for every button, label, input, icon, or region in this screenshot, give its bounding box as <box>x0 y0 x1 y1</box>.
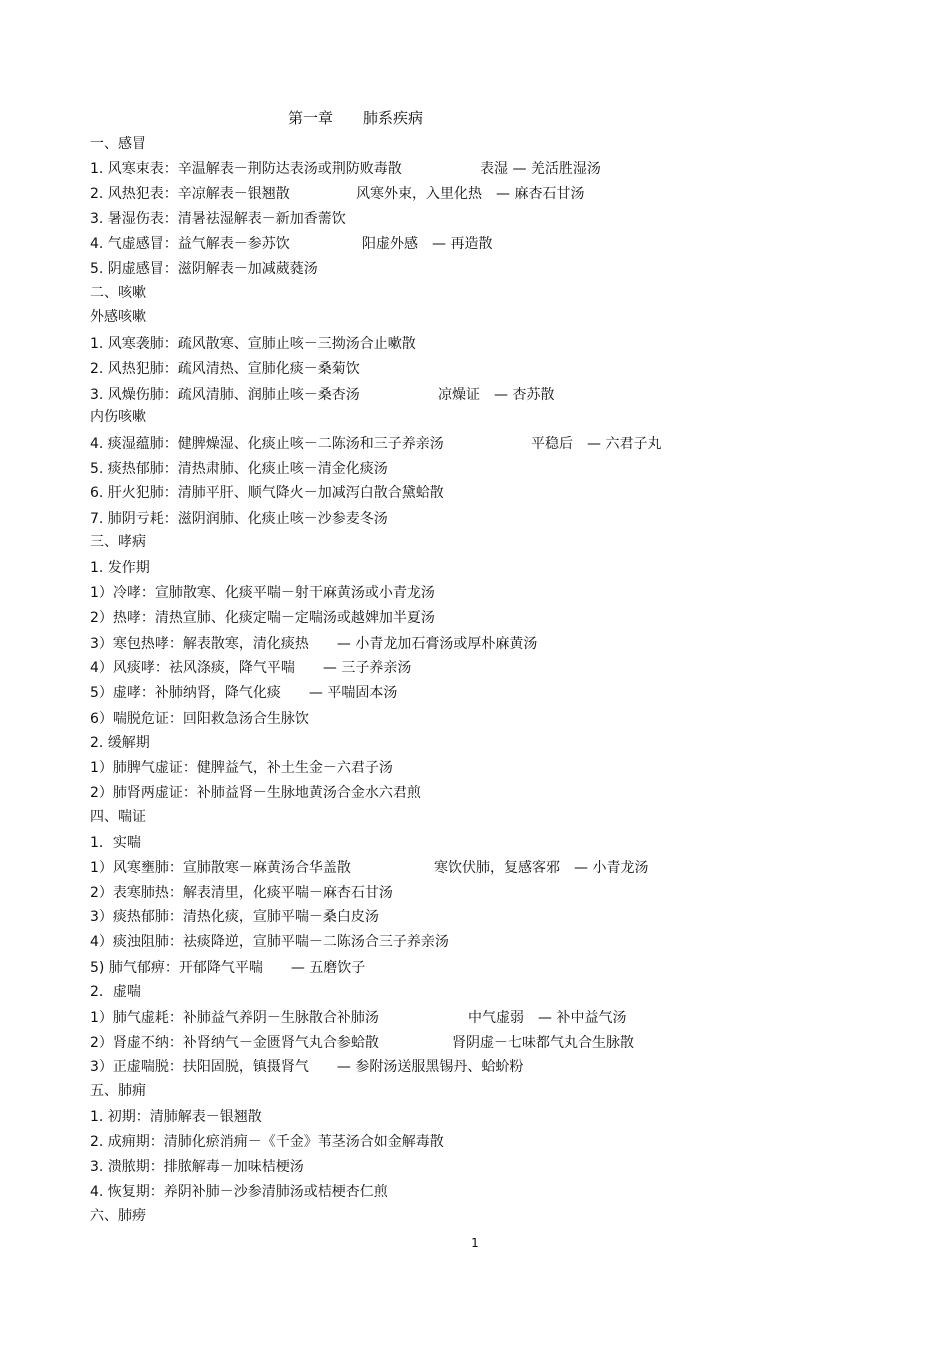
text-line: 4. 恢复期：养阴补肺－沙参清肺汤或桔梗杏仁煎 <box>90 1184 388 1200</box>
section-heading: 三、哮病 <box>90 534 146 550</box>
text-line: 2. 缓解期 <box>90 735 150 751</box>
text-line: 5) 肺气郁痹：开郁降气平喘 — 五磨饮子 <box>90 960 366 976</box>
text-line: 4）痰浊阻肺：祛痰降逆，宣肺平喘－二陈汤合三子养亲汤 <box>90 934 449 950</box>
text-line: 1）冷哮：宣肺散寒、化痰平喘－射干麻黄汤或小青龙汤 <box>90 585 435 601</box>
text-line: 2．虚喘 <box>90 984 141 1000</box>
text-line: 3）正虚喘脱：扶阳固脱，镇摄肾气 — 参附汤送服黑锡丹、蛤蚧粉 <box>90 1059 524 1075</box>
text-line: 2）热哮：清热宣肺、化痰定喘－定喘汤或越婢加半夏汤 <box>90 610 435 626</box>
text-line: 2）肾虚不纳：补肾纳气－金匮肾气丸合参蛤散 肾阴虚－七味都气丸合生脉散 <box>90 1035 634 1051</box>
text-line: 1. 发作期 <box>90 560 150 576</box>
text-line: 5. 痰热郁肺：清热肃肺、化痰止咳－清金化痰汤 <box>90 461 388 477</box>
text-line: 2）肺肾两虚证：补肺益肾－生脉地黄汤合金水六君煎 <box>90 785 421 801</box>
page-number: 1 <box>471 1236 479 1250</box>
text-line: 2. 风热犯表：辛凉解表－银翘散 风寒外束，入里化热 — 麻杏石甘汤 <box>90 186 585 202</box>
text-line: 1）肺气虚耗：补肺益气养阴－生脉散合补肺汤 中气虚弱 — 补中益气汤 <box>90 1010 627 1026</box>
text-line: 4. 痰湿蕴肺：健脾燥湿、化痰止咳－二陈汤和三子养亲汤 平稳后 — 六君子丸 <box>90 436 662 452</box>
chapter-title: 第一章 肺系疾病 <box>288 109 424 127</box>
text-line: 6）喘脱危证：回阳救急汤合生脉饮 <box>90 711 309 727</box>
text-line: 1. 风寒束表：辛温解表－荆防达表汤或荆防败毒散 表湿 — 羌活胜湿汤 <box>90 161 601 177</box>
text-line: 4. 气虚感冒：益气解表－参苏饮 阳虚外感 — 再造散 <box>90 236 493 252</box>
subsection-heading: 外感咳嗽 <box>90 309 146 325</box>
text-line: 1. 风寒袭肺：疏风散寒、宣肺止咳－三拗汤合止嗽散 <box>90 336 416 352</box>
section-heading: 四、喘证 <box>90 809 146 825</box>
section-heading: 六、肺痨 <box>90 1208 146 1224</box>
text-line: 一、感冒 <box>90 136 146 152</box>
section-heading: 二、咳嗽 <box>90 285 146 301</box>
text-line: 7. 肺阴亏耗：滋阴润肺、化痰止咳－沙参麦冬汤 <box>90 511 388 527</box>
text-line: 3）寒包热哮：解表散寒，清化痰热 — 小青龙加石膏汤或厚朴麻黄汤 <box>90 636 538 652</box>
section-heading: 五、肺痈 <box>90 1083 146 1099</box>
text-line: 6. 肝火犯肺：清肺平肝、顺气降火－加减泻白散合黛蛤散 <box>90 485 444 501</box>
text-line: 3. 风燥伤肺：疏风清肺、润肺止咳－桑杏汤 凉燥证 — 杏苏散 <box>90 387 555 403</box>
text-line: 2. 成痈期：清肺化瘀消痈－《千金》苇茎汤合如金解毒散 <box>90 1134 444 1150</box>
text-line: 5. 阴虚感冒：滋阴解表－加减葳蕤汤 <box>90 261 318 277</box>
text-line: 5）虚哮：补肺纳肾，降气化痰 — 平喘固本汤 <box>90 685 398 701</box>
text-line: 1）肺脾气虚证：健脾益气，补土生金－六君子汤 <box>90 760 393 776</box>
text-line: 3）痰热郁肺：清热化痰，宣肺平喘－桑白皮汤 <box>90 909 379 925</box>
text-line: 2. 风热犯肺：疏风清热、宣肺化痰－桑菊饮 <box>90 361 360 377</box>
text-line: 4）风痰哮：祛风涤痰，降气平喘 — 三子养亲汤 <box>90 660 412 676</box>
text-line: 1．实喘 <box>90 835 141 851</box>
text-line: 1）风寒壅肺：宣肺散寒－麻黄汤合华盖散 寒饮伏肺，复感客邪 — 小青龙汤 <box>90 860 649 876</box>
text-line: 3. 暑湿伤表：清暑祛湿解表－新加香薷饮 <box>90 211 346 227</box>
text-line: 1. 初期：清肺解表－银翘散 <box>90 1109 262 1125</box>
text-line: 2）表寒肺热：解表清里，化痰平喘－麻杏石甘汤 <box>90 885 393 901</box>
subsection-heading: 内伤咳嗽 <box>90 409 146 425</box>
text-line: 3. 溃脓期：排脓解毒－加味桔梗汤 <box>90 1159 304 1175</box>
